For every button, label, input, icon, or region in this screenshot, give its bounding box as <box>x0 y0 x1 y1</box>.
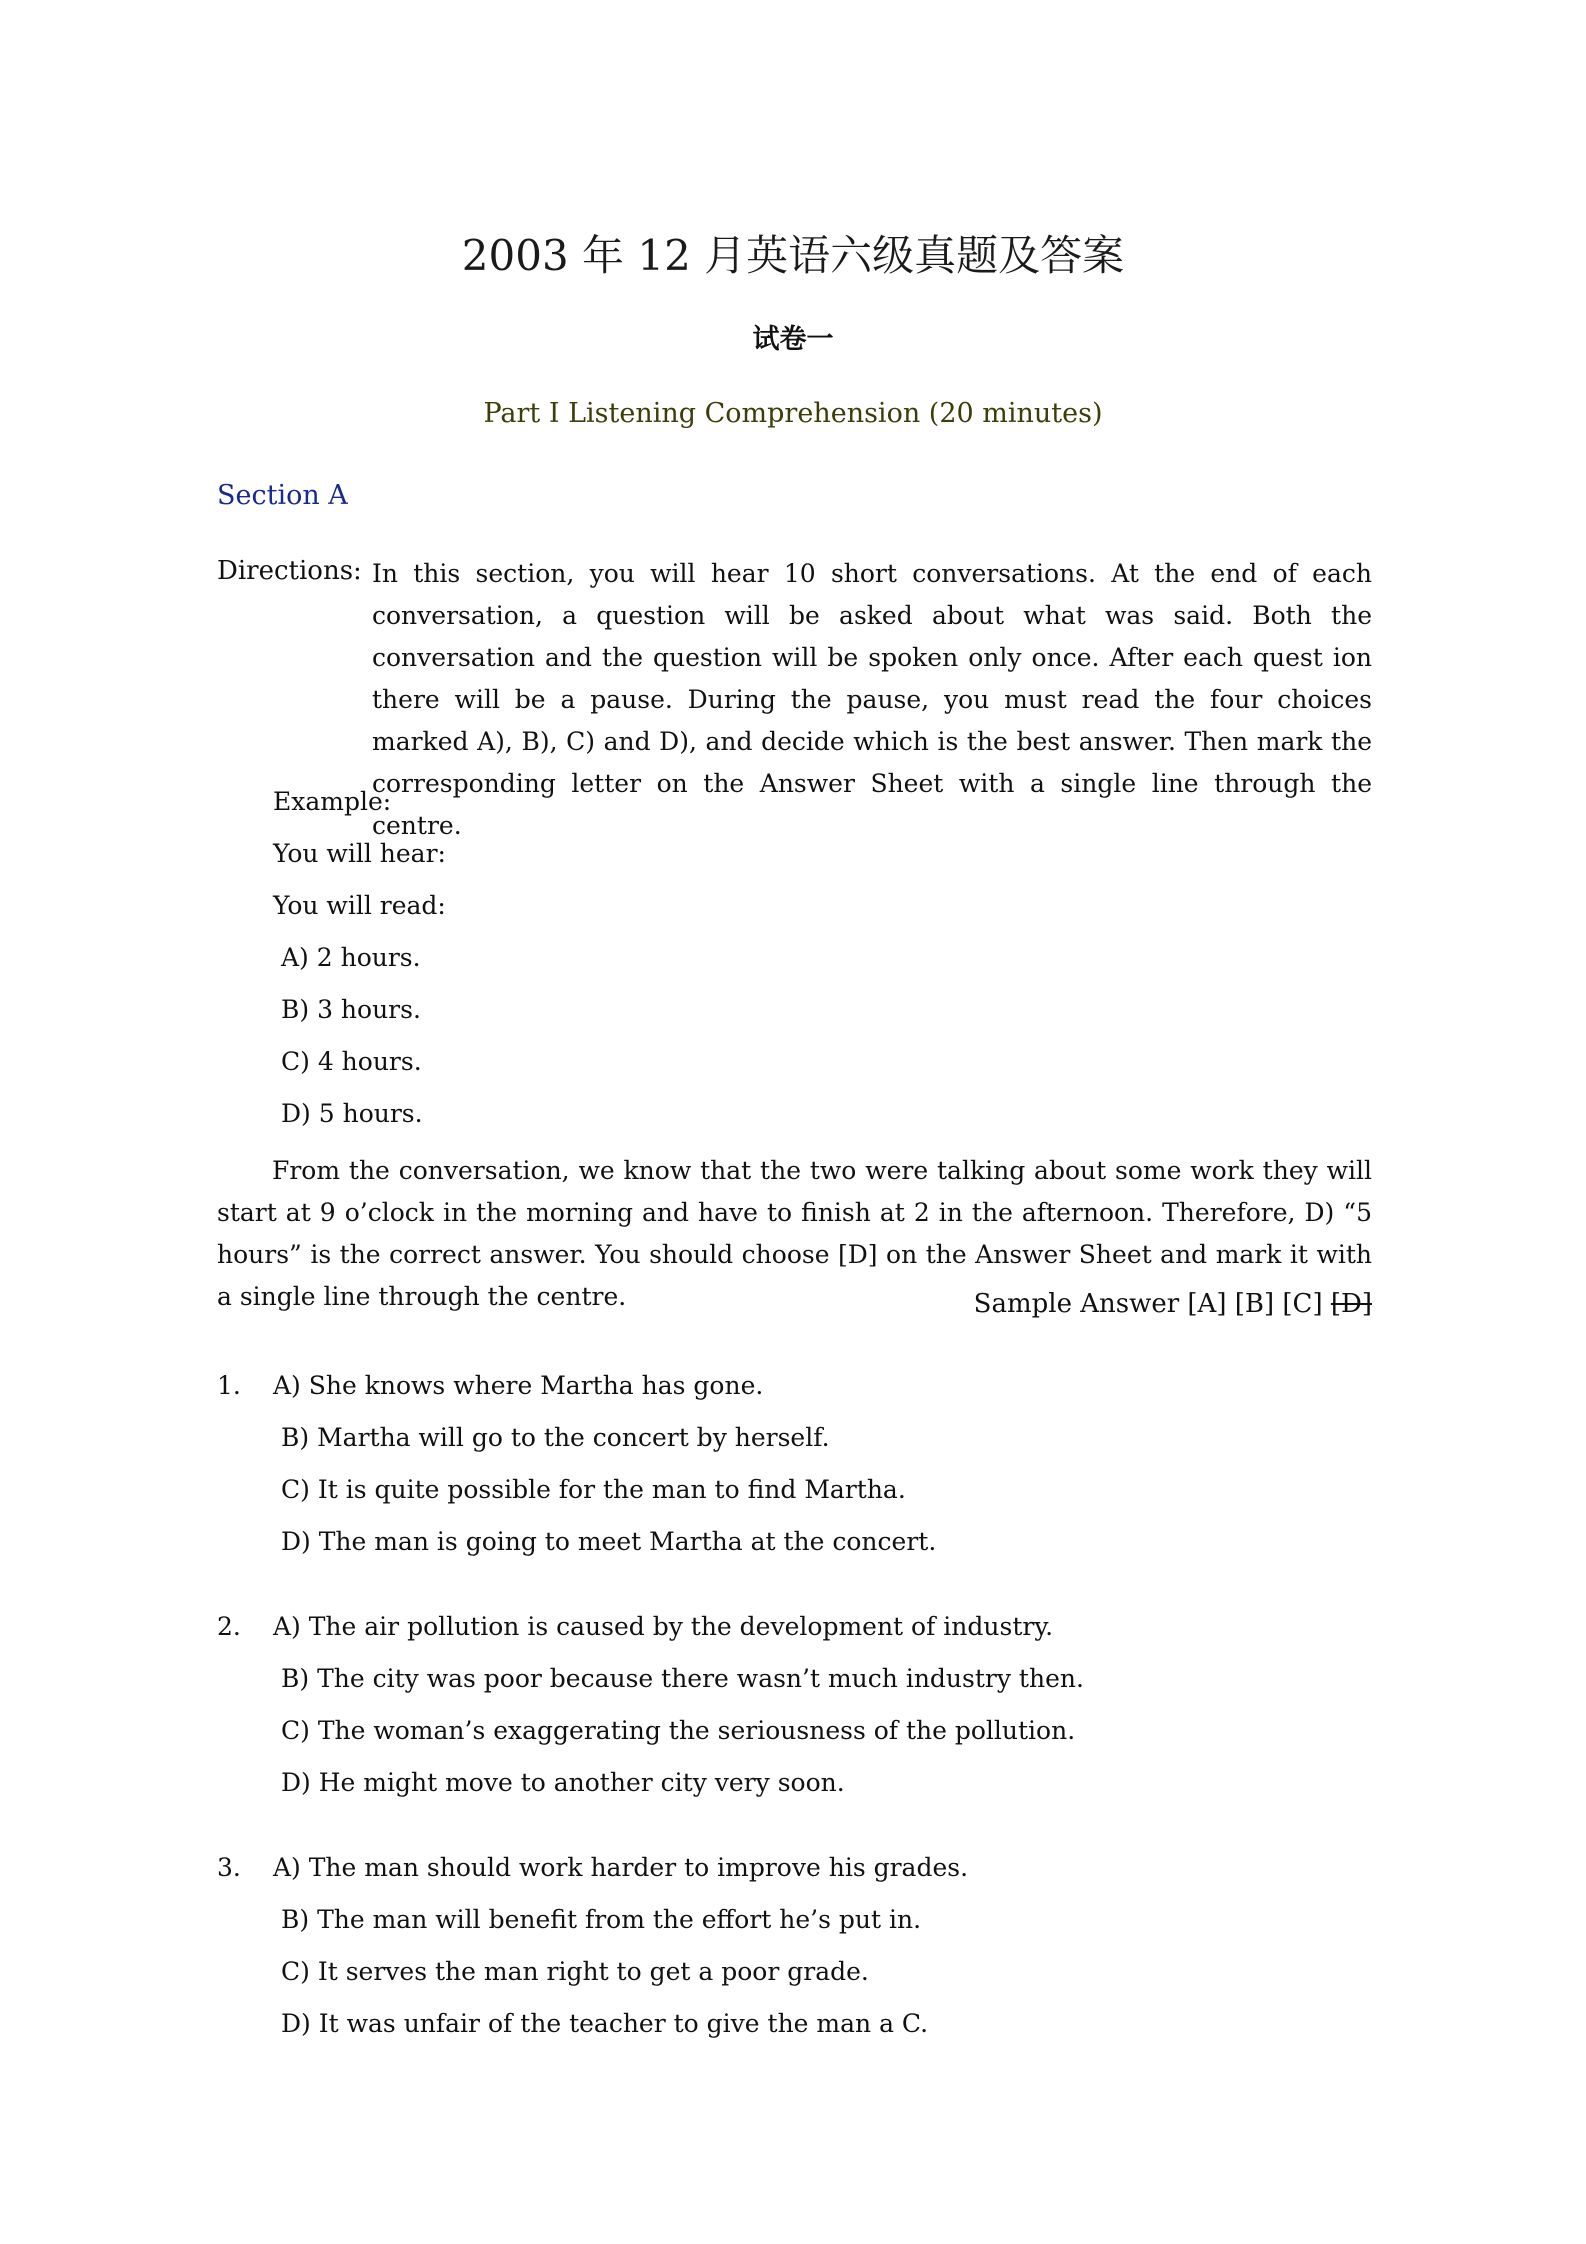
example-choice-d: D) 5 hours. <box>281 1099 423 1128</box>
directions-text: In this section, you will hear 10 short conversations. At the end of each conversation, a question will be asked about what was said. Both the conversation and the question will be spoken only once. After each quest ion there will be a pause. During the pause, you must read the four choices marked A), B), C) and D), and decide which is the best answer. Then mark the corresponding letter on the Answer Sheet with a single line through the centre. <box>372 559 1372 840</box>
example-explanation: From the conversation, we know that the two were talking about some work they will start at 9 o’clock in the morning and have to finish at 2 in the afternoon. Therefore, D) “5 hours” is the correct answer. You should choose [D] on the Answer Sheet and mark it with a single line through the centre. <box>217 1156 1372 1311</box>
question-3-choice-b: B) The man will benefit from the effort he’s put in. <box>281 1905 922 1934</box>
question-1-choice-a: A) She knows where Martha has gone. <box>273 1371 764 1400</box>
example-choice-c: C) 4 hours. <box>281 1047 422 1076</box>
sample-answer-marked: [D] <box>1330 1289 1372 1319</box>
page-title: 2003 年 12 月英语六级真题及答案 <box>461 231 1125 280</box>
sample-answer-options: Sample Answer [A] [B] [C] <box>973 1289 1331 1319</box>
question-2-choice-d: D) He might move to another city very soon. <box>281 1768 845 1797</box>
section-heading: Section A <box>217 480 348 511</box>
question-1-choice-c: C) It is quite possible for the man to find Martha. <box>281 1475 906 1504</box>
example-read: You will read: <box>273 891 446 920</box>
part-heading: Part I Listening Comprehension (20 minutes) <box>483 398 1103 429</box>
sample-answer <box>974 1286 1372 1322</box>
question-1-choice-b: B) Martha will go to the concert by herself. <box>281 1423 830 1452</box>
question-2-choice-a: A) The air pollution is caused by the development of industry. <box>273 1612 1054 1641</box>
question-3-number: 3. <box>217 1853 241 1882</box>
question-1-number: 1. <box>217 1371 241 1400</box>
question-3-choice-a: A) The man should work harder to improve his grades. <box>273 1853 969 1882</box>
question-2-choice-b: B) The city was poor because there wasn’t much industry then. <box>281 1664 1084 1693</box>
example-label: Example: <box>273 787 392 816</box>
example-hear: You will hear: <box>273 839 446 868</box>
question-3-choice-c: C) It serves the man right to get a poor grade. <box>281 1957 869 1986</box>
question-2-choice-c: C) The woman’s exaggerating the seriousness of the pollution. <box>281 1716 1076 1745</box>
example-choice-b: B) 3 hours. <box>281 995 421 1024</box>
paper-subtitle: 试卷一 <box>752 324 834 355</box>
question-1-choice-d: D) The man is going to meet Martha at the concert. <box>281 1527 937 1556</box>
example-choice-a: A) 2 hours. <box>281 943 421 972</box>
question-2-number: 2. <box>217 1612 241 1641</box>
directions-label: Directions: <box>217 556 362 586</box>
question-3-choice-d: D) It was unfair of the teacher to give the man a C. <box>281 2009 929 2038</box>
